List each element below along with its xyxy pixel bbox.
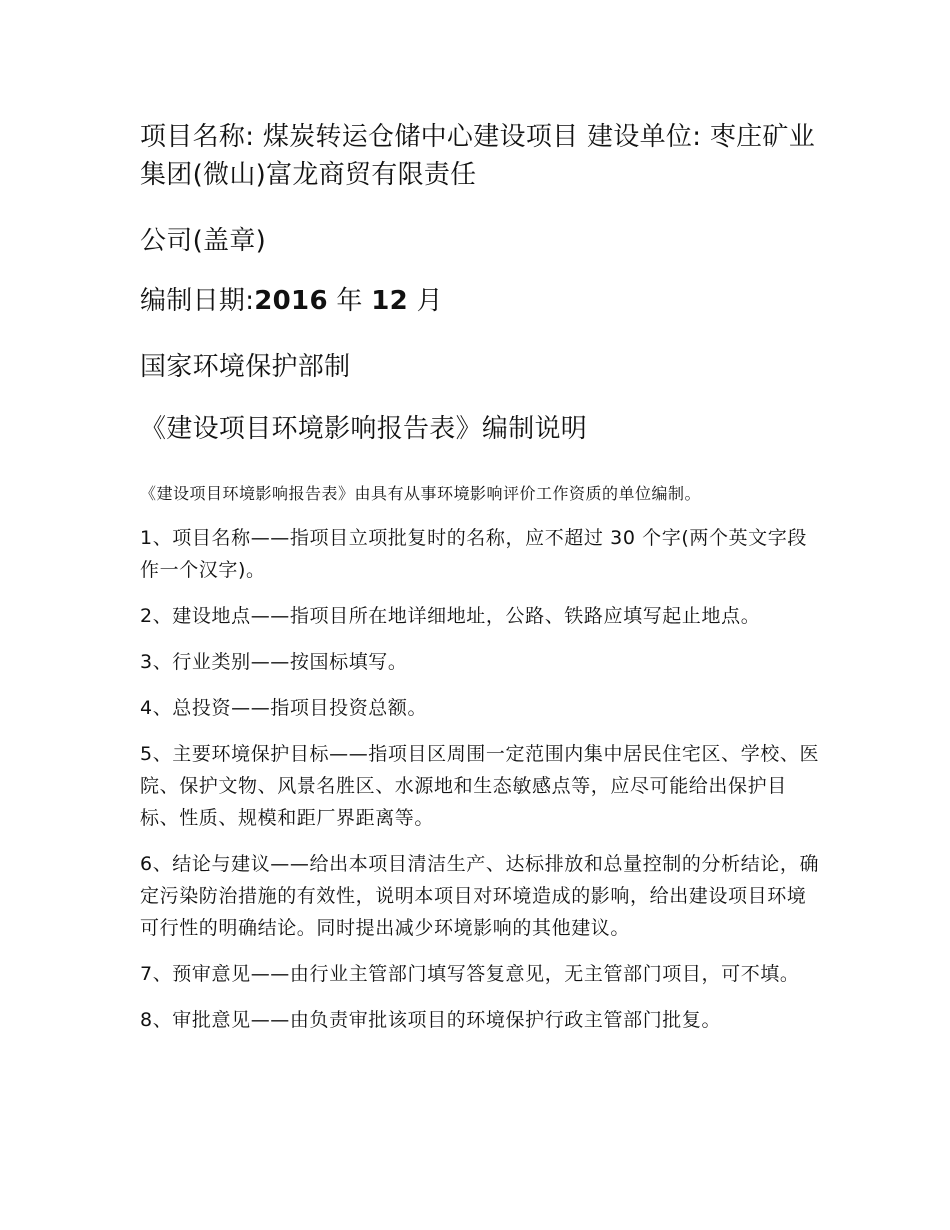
- compile-date-year: 2016: [254, 286, 328, 316]
- issuer-line: 国家环境保护部制: [140, 352, 351, 382]
- compile-date-month-unit: 月: [408, 286, 443, 316]
- instruction-item-2: 2、建设地点——指项目所在地详细地址，公路、铁路应填写起止地点。: [140, 605, 761, 627]
- project-info-line: 项目名称: 煤炭转运仓储中心建设项目 建设单位: 枣庄矿业集团(微山)富龙商贸有限责任: [140, 122, 816, 190]
- compile-date-year-unit: 年: [327, 286, 372, 316]
- compile-date-month: 12: [371, 286, 409, 316]
- document-content: [140, 118, 820, 1036]
- compile-date-prefix: 编制日期:: [140, 286, 255, 316]
- instruction-item-8: 8、审批意见——由负责审批该项目的环境保护行政主管部门批复。: [140, 1009, 722, 1031]
- compile-date-line: [140, 282, 820, 320]
- instruction-item-4: 4、总投资——指项目投资总额。: [140, 697, 428, 719]
- instructions-intro: 《建设项目环境影响报告表》由具有从事环境影响评价工作资质的单位编制。: [140, 484, 702, 503]
- instruction-item-1: 1、项目名称——指项目立项批复时的名称，应不超过 30 个字(两个英文字段作一个汉字)。: [140, 527, 807, 581]
- instruction-item-3: 3、行业类别——按国标填写。: [140, 651, 408, 673]
- instruction-item-6: 6、结论与建议——给出本项目清洁生产、达标排放和总量控制的分析结论，确定污染防治措施的有效性，说明本项目对环境造成的影响，给出建设项目环境可行性的明确结论。同时提出减少环境影响的其他建议。: [140, 853, 820, 939]
- instruction-item-5: 5、主要环境保护目标——指项目区周围一定范围内集中居民住宅区、学校、医院、保护文物、风景名胜区、水源地和生态敏感点等，应尽可能给出保护目标、性质、规模和距厂界距离等。: [140, 743, 820, 829]
- instruction-item-7: 7、预审意见——由行业主管部门填写答复意见，无主管部门项目，可不填。: [140, 963, 800, 985]
- instructions-title: 《建设项目环境影响报告表》编制说明: [140, 414, 588, 444]
- company-seal-line: 公司(盖章): [140, 226, 267, 256]
